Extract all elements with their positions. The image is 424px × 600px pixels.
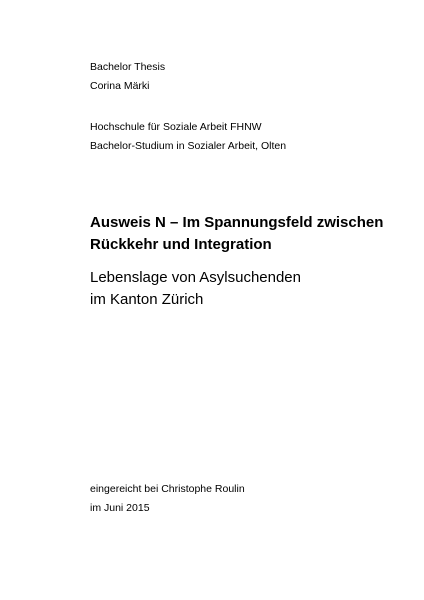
- thesis-title: [90, 212, 383, 256]
- subtitle-line-1: Lebenslage von Asylsuchenden: [90, 269, 301, 286]
- thesis-type: Bachelor Thesis: [90, 61, 166, 73]
- school-name: Hochschule für Soziale Arbeit FHNW: [90, 121, 262, 133]
- title-line-1: Ausweis N – Im Spannungsfeld zwischen: [90, 214, 384, 231]
- author-name: Corina Märki: [90, 80, 150, 92]
- thesis-subtitle: [90, 267, 301, 311]
- submission-date: im Juni 2015: [90, 502, 150, 514]
- submitted-to: eingereicht bei Christophe Roulin: [90, 483, 245, 495]
- subtitle-line-2: im Kanton Zürich: [90, 291, 204, 308]
- title-line-2: Rückkehr und Integration: [90, 236, 272, 253]
- program-name: Bachelor-Studium in Sozialer Arbeit, Olten: [90, 140, 287, 152]
- thesis-meta: [90, 58, 165, 96]
- submission-info: [90, 480, 245, 518]
- institution-info: [90, 118, 286, 156]
